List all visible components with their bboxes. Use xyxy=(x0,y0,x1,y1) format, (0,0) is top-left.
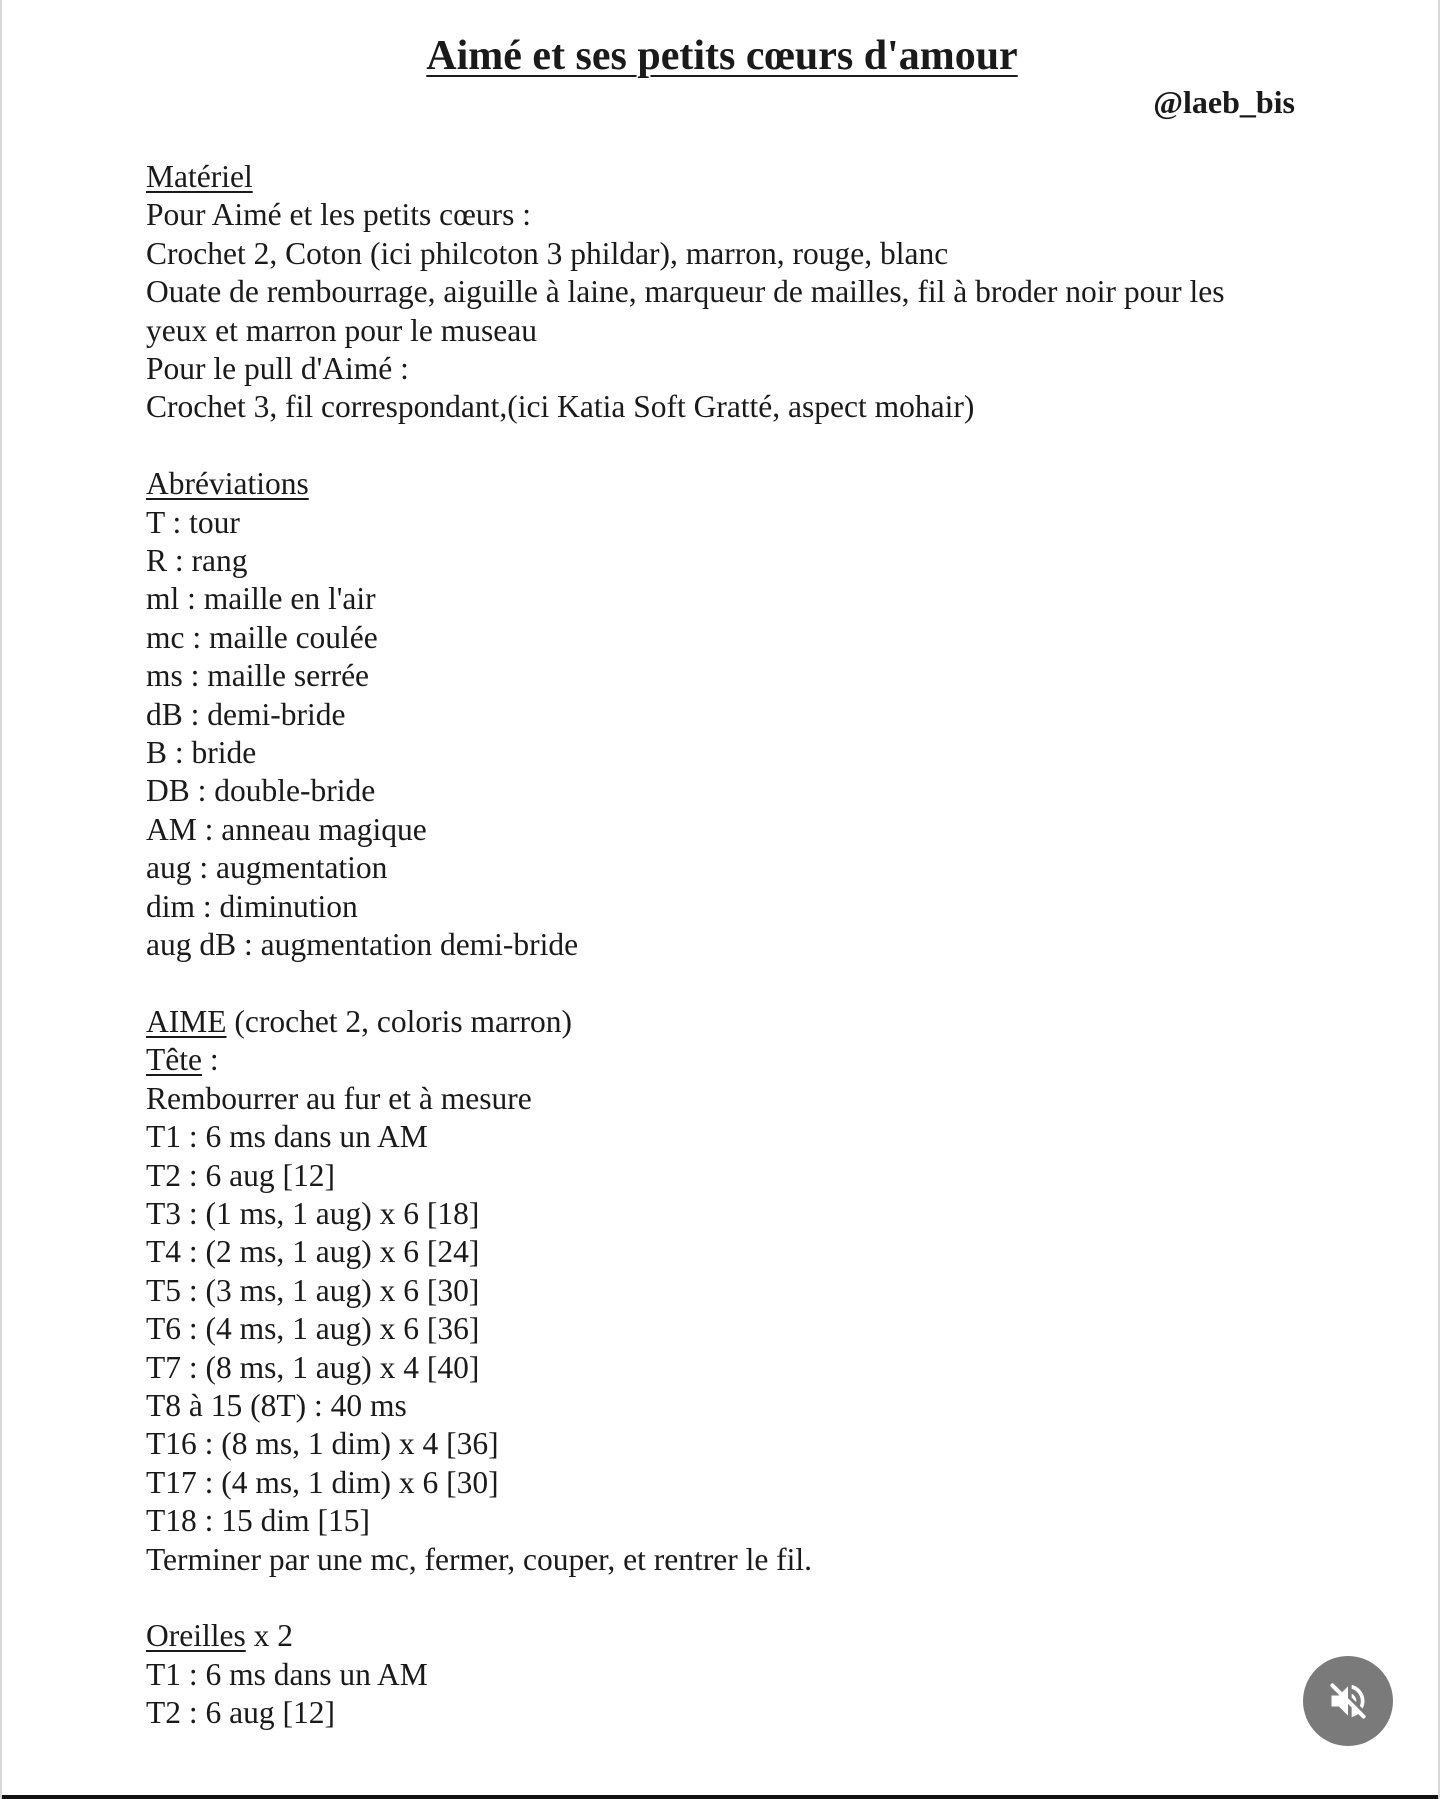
pattern-row: Terminer par une mc, fermer, couper, et rentrer le fil. xyxy=(146,1541,813,1577)
abreviation-item: mc : maille coulée xyxy=(146,619,378,655)
abreviation-item: R : rang xyxy=(146,543,248,579)
mute-button[interactable] xyxy=(1303,1656,1393,1746)
section-oreilles xyxy=(146,1617,1316,1732)
section-heading-aime-suffix: (crochet 2, coloris marron) xyxy=(234,1003,572,1039)
spacer xyxy=(146,427,1316,465)
abreviation-item: ml : maille en l'air xyxy=(146,581,376,617)
pattern-row: T2 : 6 aug [12] xyxy=(146,1157,335,1193)
bottom-border xyxy=(2,1795,1438,1799)
abreviation-item: dB : demi-bride xyxy=(146,696,346,732)
materiel-line: yeux et marron pour le museau xyxy=(146,312,537,348)
materiel-line: Pour Aimé et les petits cœurs : xyxy=(146,197,531,233)
spacer xyxy=(146,965,1316,1003)
pattern-row: T17 : (4 ms, 1 dim) x 6 [30] xyxy=(146,1464,499,1500)
abreviation-item: ms : maille serrée xyxy=(146,658,370,694)
pattern-row: T5 : (3 ms, 1 aug) x 6 [30] xyxy=(146,1272,480,1308)
pattern-row: T1 : 6 ms dans un AM xyxy=(146,1656,428,1692)
document-title: Aimé et ses petits cœurs d'amour xyxy=(426,33,1018,79)
section-heading-oreilles: Oreilles xyxy=(146,1618,246,1654)
author-handle: @laeb_bis xyxy=(1153,84,1295,120)
materiel-line: Crochet 2, Coton (ici philcoton 3 phildar), marron, rouge, blanc xyxy=(146,235,949,271)
materiel-line: Ouate de rembourrage, aiguille à laine, marqueur de mailles, fil à broder noir pour les xyxy=(146,274,1225,310)
abreviation-item: T : tour xyxy=(146,504,240,540)
pattern-row: T1 : 6 ms dans un AM xyxy=(146,1119,428,1155)
section-aime xyxy=(146,1003,1316,1579)
spacer xyxy=(146,1579,1316,1617)
abreviation-item: aug dB : augmentation demi-bride xyxy=(146,927,579,963)
pattern-row: T3 : (1 ms, 1 aug) x 6 [18] xyxy=(146,1195,480,1231)
abreviation-item: dim : diminution xyxy=(146,888,358,924)
subheading-tete: Tête xyxy=(146,1042,202,1078)
pattern-row: T6 : (4 ms, 1 aug) x 6 [36] xyxy=(146,1311,480,1347)
section-heading-oreilles-suffix: x 2 xyxy=(253,1618,293,1654)
section-heading-aime: AIME xyxy=(146,1003,227,1039)
pattern-row: T7 : (8 ms, 1 aug) x 4 [40] xyxy=(146,1349,480,1385)
pattern-row: Rembourrer au fur et à mesure xyxy=(146,1080,532,1116)
abreviation-item: aug : augmentation xyxy=(146,850,388,886)
abreviation-item: DB : double-bride xyxy=(146,773,376,809)
subheading-tete-suffix: : xyxy=(209,1042,219,1078)
pattern-row: T2 : 6 aug [12] xyxy=(146,1695,335,1731)
section-heading-abreviations: Abréviations xyxy=(146,466,309,502)
abreviation-item: AM : anneau magique xyxy=(146,811,427,847)
pattern-row: T4 : (2 ms, 1 aug) x 6 [24] xyxy=(146,1234,480,1270)
speaker-muted-icon xyxy=(1326,1679,1370,1723)
materiel-line: Crochet 3, fil correspondant,(ici Katia Soft Gratté, aspect mohair) xyxy=(146,389,975,425)
pattern-row: T18 : 15 dim [15] xyxy=(146,1503,370,1539)
document-body xyxy=(146,158,1316,1733)
section-heading-materiel: Matériel xyxy=(146,159,253,194)
pattern-row: T8 à 15 (8T) : 40 ms xyxy=(146,1387,407,1423)
materiel-line: Pour le pull d'Aimé : xyxy=(146,351,409,387)
section-materiel xyxy=(146,158,1316,427)
section-abreviations xyxy=(146,465,1316,964)
pattern-row: T16 : (8 ms, 1 dim) x 4 [36] xyxy=(146,1426,499,1462)
abreviation-item: B : bride xyxy=(146,735,257,771)
